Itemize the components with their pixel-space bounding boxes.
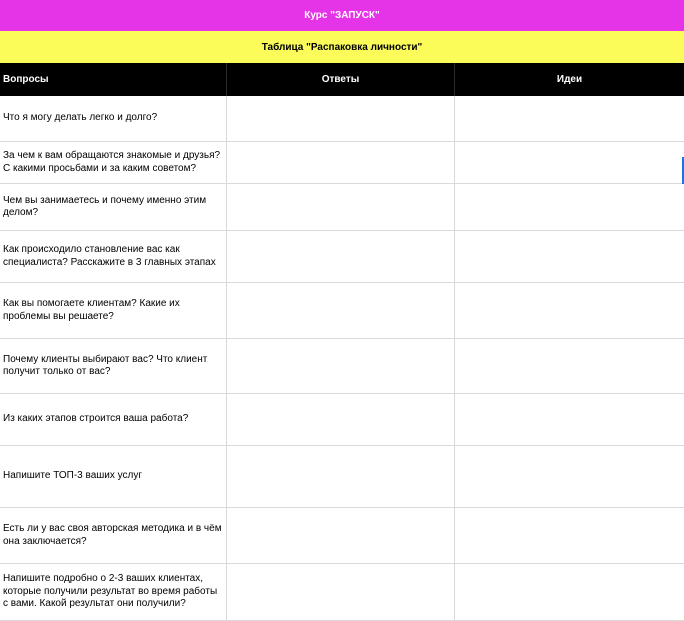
table-row (0, 184, 684, 231)
idea-cell[interactable] (455, 339, 684, 393)
idea-cell[interactable] (455, 231, 684, 282)
answer-cell[interactable] (227, 231, 455, 282)
answer-cell[interactable] (227, 446, 455, 507)
question-cell[interactable]: За чем к вам обращаются знакомые и друзья? С какими просьбами и за каким советом? (0, 142, 227, 183)
idea-cell[interactable] (455, 184, 684, 230)
table-header (0, 63, 684, 96)
table-row (0, 283, 684, 339)
answer-cell[interactable] (227, 96, 455, 141)
header-answers: Ответы (321, 74, 360, 85)
header-questions: Вопросы (3, 74, 49, 85)
question-cell[interactable]: Как вы помогаете клиентам? Какие их проблемы вы решаете? (0, 283, 227, 338)
course-title-banner (0, 0, 684, 31)
question-cell[interactable]: Чем вы занимаетесь и почему именно этим делом? (0, 184, 227, 230)
table-body (0, 96, 684, 621)
table-title: Таблица "Распаковка личности" (261, 41, 423, 53)
question-cell[interactable]: Почему клиенты выбирают вас? Что клиент получит только от вас? (0, 339, 227, 393)
idea-cell[interactable] (455, 564, 684, 620)
table-row (0, 142, 684, 184)
answer-cell[interactable] (227, 564, 455, 620)
answer-cell[interactable] (227, 283, 455, 338)
idea-cell[interactable] (455, 96, 684, 141)
table-title-banner (0, 31, 684, 63)
table-row (0, 446, 684, 508)
table-row (0, 508, 684, 564)
answer-cell[interactable] (227, 339, 455, 393)
idea-cell[interactable] (455, 394, 684, 445)
idea-cell[interactable] (455, 446, 684, 507)
table-row (0, 96, 684, 142)
table-row (0, 231, 684, 283)
question-cell[interactable]: Напишите подробно о 2-3 ваших клиентах, которые получили результат во время работы с вами. Какой результат они получили? (0, 564, 227, 620)
table-row (0, 394, 684, 446)
answer-cell[interactable] (227, 142, 455, 183)
question-cell[interactable]: Как происходило становление вас как специалиста? Расскажите в 3 главных этапах (0, 231, 227, 282)
table-row (0, 564, 684, 621)
table-row (0, 339, 684, 394)
idea-cell[interactable] (455, 508, 684, 563)
answer-cell[interactable] (227, 394, 455, 445)
question-cell[interactable]: Из каких этапов строится ваша работа? (0, 394, 227, 445)
header-ideas: Идеи (556, 74, 583, 85)
answer-cell[interactable] (227, 184, 455, 230)
idea-cell[interactable] (455, 142, 684, 183)
question-cell[interactable]: Что я могу делать легко и долго? (0, 96, 227, 141)
question-cell[interactable]: Есть ли у вас своя авторская методика и в чём она заключается? (0, 508, 227, 563)
question-cell[interactable]: Напишите ТОП-3 ваших услуг (0, 446, 227, 507)
course-title: Курс "ЗАПУСК" (304, 10, 380, 21)
idea-cell[interactable] (455, 283, 684, 338)
answer-cell[interactable] (227, 508, 455, 563)
